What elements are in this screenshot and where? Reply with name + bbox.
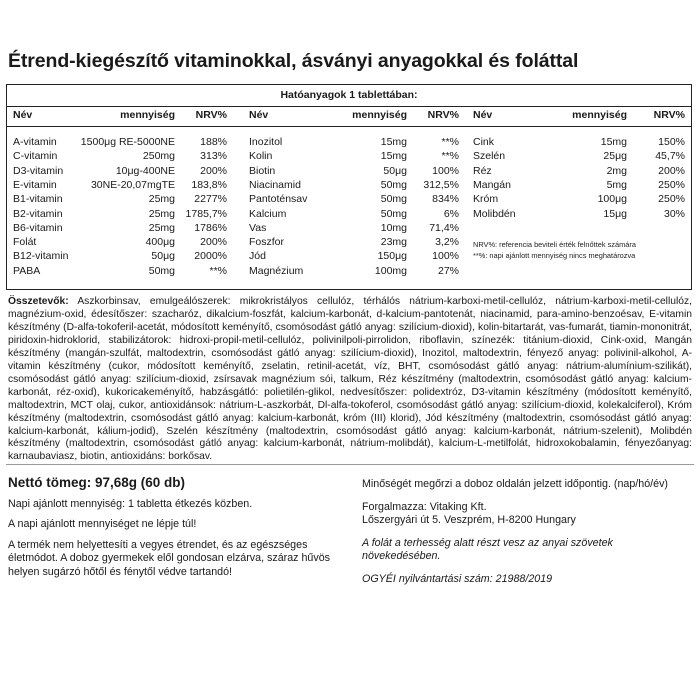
nrv-undefined-note: **%: napi ajánlott mennyiség nincs meghatározva (473, 251, 636, 260)
ingredient-name: Biotin (249, 164, 276, 177)
storage-text: A termék nem helyettesíti a vegyes étrendet, és az egészséges életmódot. A doboz gyermekek elől gondosan elzárva, száraz hűvös helyen sugárzó hőtől és fénytől védve tartandó! (8, 538, 331, 578)
ingredient-name: Króm (473, 193, 499, 206)
ingredient-amount: 25mg (148, 221, 175, 234)
ingredient-name: PABA (13, 264, 41, 277)
ingredient-name: C-vitamin (13, 150, 58, 163)
best-before: Minőségét megőrzi a doboz oldalán jelzett időpontig. (nap/hó/év) (362, 478, 668, 490)
ingredient-name: Cink (473, 136, 495, 148)
ingredient-nrv: 250% (658, 178, 685, 191)
ingredient-nrv: 45,7% (655, 150, 685, 163)
table-header: Hatóanyagok 1 tablettában: (280, 89, 418, 101)
ingredient-amount: 25μg (603, 150, 627, 163)
ingredient-name: Vas (249, 221, 267, 234)
ingredient-amount: 150μg (377, 250, 407, 263)
ingredient-nrv: 312,5% (423, 178, 459, 191)
ingredient-nrv: 188% (200, 136, 227, 148)
composition-body: Aszkorbinsav, emulgeálószerek: mikrokristályos cellulóz, térhálós nátrium-karboxi-metil-cellulóz, nátrium-karboxi-metil-cellulóz, magnézium-oxid, édesítőszer: szacharóz, dikalcium-foszfát, kalcium-karbonát, d-kalcium-pantotenát, niacinamid, para-amino-benzoésav, E-vitamin készítmény (D-alfa-tokoferil-acetát, módosított keményítő, csomósodást gátló anyag: szilícium-dioxid), kolin-bitartarát, vas-fumarát, tiamin-mononitrát, piridoxin-hidroklorid, stabilizátorok: hidroxi-propil-metil-cellulóz, polivinilpoli-pirrolidon, riboflavin, színezék: titánium-dioxid, Cink-oxid, Mangán készítmény (mangán-szulfát, maltodextrin, csomósodást gátló anyag: szilícium-dioxid), Inozitol, maltodextrin, fényező anyag: polivinil-alkohol, A-vitamin készítmény (cukor, módosított keményítő, zselatin, retinil-acetát, víz, BHT, csomósodást gátló anyag: nátrium-alumínium-szilikát), csomósodást gátló anyag: szilícium-dioxid, zsírsavak magnézium sói, talkum, Réz készítmény (maltodextrin, csomósodást gátló anyag: kalcium-karbonát, réz-oxid), kukoricakeményítő, habzásgátló: polietilén-glikol, nedvesítőszer: polidextróz, D3-vitamin készítmény (módosított keményítő, maltodextrin, MCT olaj, cukor, antioxidánsok: nátrium-L-aszkorbát, Dl-alfa-tokoferol, csomósodást gátló anyag: szilícium-dioxid, kolekalciferol), Króm készítmény (maltodextrin, csomósodást gátló anyag: kalcium-karbonát, króm (III) klorid), Jód készítmény (maltodextrin, csomósodást gátló anyag: kalcium-karbonát, kálium-jodid), Szelén készítmény (maltodextrin, csomósodást gátló anyag: kalcium-karbonát, nátrium-szelenit), Molibdén készítmény (maltodextrin, csomósodást gátló anyag: kalcium-karbonát, nátrium-molibdát), kalcium-L-metilfolát, hidroxokobalamin, fényezőanyag: karnaubaviasz, biotin, antioxidáns: borkősav. (8, 296, 692, 463)
col-nrv-2: NRV% (427, 109, 459, 121)
active-ingredients-table (6, 84, 692, 290)
col-amount-2: mennyiség (352, 109, 407, 121)
page-title: Étrend-kiegészítő vitaminokkal, ásványi anyagokkal és foláttal (8, 50, 579, 72)
ingredient-name: Kolin (249, 150, 273, 163)
ingredient-name: E-vitamin (13, 178, 57, 191)
ingredient-name: B12-vitamin (13, 250, 69, 263)
col-name-2: Név (249, 109, 269, 121)
ingredient-name: Niacinamid (249, 178, 301, 191)
ingredient-name: Mangán (473, 178, 511, 191)
ingredient-amount: 100μg (597, 193, 627, 206)
ingredient-amount: 50mg (380, 193, 407, 206)
ingredient-name: Szelén (473, 150, 506, 163)
distributor-name: Forgalmazza: Vitaking Kft. (362, 500, 487, 513)
ingredient-amount: 15mg (380, 136, 407, 148)
ingredient-amount: 50mg (380, 207, 407, 220)
ingredient-amount: 50mg (380, 178, 407, 191)
col-amount-1: mennyiség (120, 109, 175, 121)
ingredient-amount: 50μg (383, 164, 407, 177)
ingredient-amount: 25mg (148, 193, 175, 206)
ingredient-nrv: 3,2% (435, 236, 459, 249)
ingredient-name: Inozitol (249, 136, 283, 148)
ingredient-nrv: 1786% (194, 221, 227, 234)
ingredient-name: Foszfor (249, 236, 285, 249)
ingredient-nrv: 834% (432, 193, 459, 206)
ingredient-name: B6-vitamin (13, 221, 63, 234)
col-name-1: Név (13, 109, 33, 121)
ingredient-name: Réz (473, 164, 492, 177)
ingredient-name: Jód (249, 250, 266, 263)
col-nrv-1: NRV% (195, 109, 227, 121)
ingredient-name: D3-vitamin (13, 164, 64, 177)
ingredient-amount: 25mg (148, 207, 175, 220)
ingredient-nrv: 27% (437, 264, 459, 277)
net-weight: Nettó tömeg: 97,68g (60 db) (8, 475, 186, 490)
composition-text (8, 296, 692, 464)
ingredient-amount: 5mg (606, 178, 627, 191)
pregnancy-note: A folát a terhesség alatt részt vesz az anyai szövetek növekedésében. (362, 536, 613, 562)
ingredient-amount: 250mg (142, 150, 175, 163)
col-nrv-3: NRV% (653, 109, 685, 121)
ingredient-amount: 100mg (374, 264, 407, 277)
ingredient-nrv: 30% (663, 207, 685, 220)
ingredient-name: A-vitamin (13, 136, 57, 148)
ingredient-nrv: 6% (443, 207, 459, 220)
ingredient-name: Pantoténsav (249, 193, 308, 206)
ingredient-amount: 10μg-400NE (115, 164, 175, 177)
dose-warning: A napi ajánlott mennyiséget ne lépje túl! (8, 518, 197, 530)
ingredient-name: B2-vitamin (13, 207, 63, 220)
section-divider (6, 464, 694, 465)
ingredient-nrv: 200% (200, 164, 227, 177)
ingredient-amount: 23mg (380, 236, 407, 249)
ingredient-nrv: 183,8% (191, 178, 227, 191)
distributor-address: Lőszergyári út 5. Veszprém, H-8200 Hungary (362, 514, 576, 526)
col-amount-3: mennyiség (572, 109, 627, 121)
nrv-note: NRV%: referencia beviteli érték felnőttek számára (473, 240, 636, 249)
ingredient-name: Kalcium (249, 207, 287, 220)
ingredient-nrv: 71,4% (429, 221, 459, 234)
ingredient-amount: 1500μg RE-5000NE (80, 136, 175, 148)
right-info-column (362, 478, 694, 595)
left-info-column (8, 476, 348, 586)
ingredient-nrv: 150% (658, 136, 685, 148)
ingredient-amount: 50mg (148, 264, 175, 277)
ingredient-nrv: 250% (658, 193, 685, 206)
ingredient-name: Folát (13, 236, 37, 249)
ingredient-amount: 50μg (151, 250, 175, 263)
ingredient-name: Molibdén (473, 207, 516, 220)
ingredient-nrv: **% (441, 136, 459, 148)
ingredient-nrv: **% (209, 264, 227, 277)
ingredient-nrv: **% (441, 150, 459, 163)
column-divider (7, 126, 691, 127)
registration-number: OGYÉI nyilvántartási szám: 21988/2019 (362, 572, 553, 585)
ingredient-amount: 15mg (380, 150, 407, 163)
ingredient-amount: 10mg (380, 221, 407, 234)
ingredient-nrv: 313% (200, 150, 227, 163)
ingredient-nrv: 1785,7% (185, 207, 227, 220)
ingredient-name: Magnézium (249, 264, 304, 277)
ingredient-nrv: 200% (658, 164, 685, 177)
composition-label: Összetevők: (8, 296, 69, 307)
column-headers (7, 109, 691, 123)
ingredient-name: B1-vitamin (13, 193, 63, 206)
ingredient-amount: 400μg (145, 236, 175, 249)
ingredient-amount: 15mg (600, 136, 627, 148)
ingredient-amount: 15μg (603, 207, 627, 220)
ingredient-nrv: 200% (200, 236, 227, 249)
ingredient-amount: 30NE-20,07mgTE (90, 178, 175, 191)
ingredient-nrv: 2277% (194, 193, 227, 206)
ingredient-amount: 2mg (606, 164, 627, 177)
ingredient-nrv: 100% (432, 164, 459, 177)
header-divider (7, 106, 691, 107)
ingredient-nrv: 2000% (194, 250, 227, 263)
ingredient-nrv: 100% (432, 250, 459, 263)
col-name-3: Név (473, 109, 493, 121)
daily-dose: Napi ajánlott mennyiség: 1 tabletta étkezés közben. (8, 497, 253, 510)
